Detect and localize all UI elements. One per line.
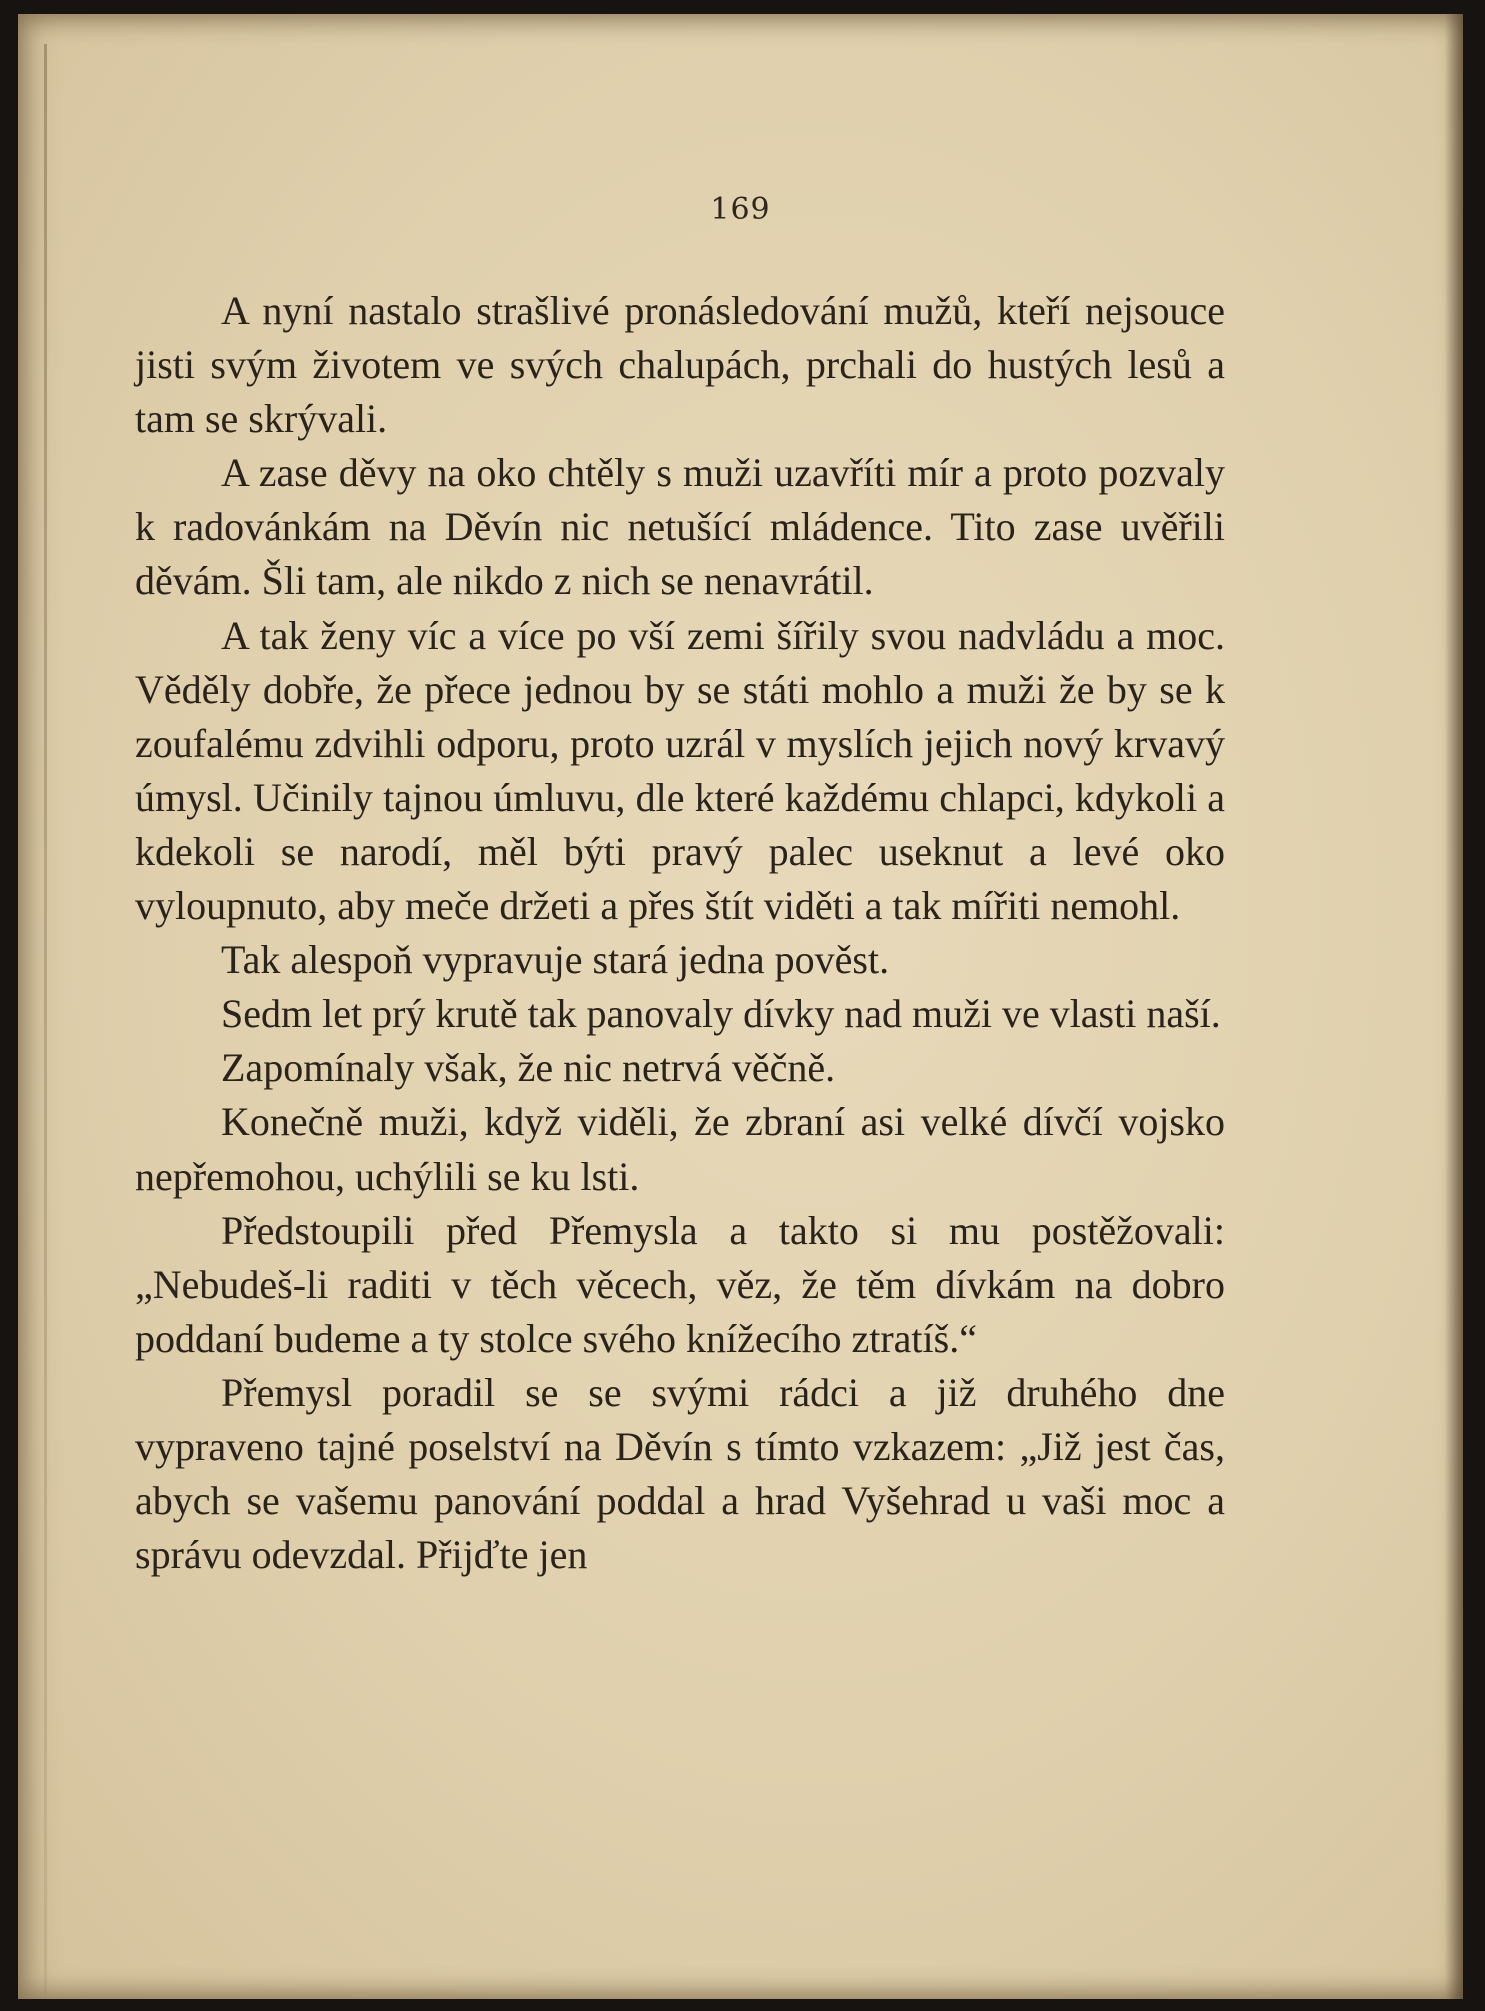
- binding-gutter: [44, 44, 47, 1994]
- paragraph: A nyní nastalo strašlivé pronásledování mužů, kteří nejsouce jisti svým životem ve svých chalupách, prchali do hustých lesů a tam se skrývali.: [135, 288, 1225, 442]
- paragraph: Přemysl poradil se se svými rádci a již druhého dne vypraveno tajné poselství na Děvín s tímto vzkazem: „Již jest čas, abych se vašemu panování poddal a hrad Vyšehrad u vaši moc a správu odevzdal. Přijďte jen: [135, 1369, 1225, 1578]
- paragraph: Zapomínaly však, že nic netrvá věčně.: [221, 1045, 836, 1091]
- paragraph: Sedm let prý krutě tak panovaly dívky nad muži ve vlasti naší.: [221, 991, 1221, 1037]
- paragraph: A tak ženy víc a více po vší zemi šířily svou nadvládu a moc. Věděly dobře, že přece jednou by se státi mohlo a muži že by se k zoufalému zdvihli odporu, proto uzrál v myslích jejich nový krvavý úmysl. Učinily tajnou úmluvu, dle které každému chlapci, kdykoli a kdekoli se narodí, měl býti pravý palec useknut a levé oko vyloupnuto, aby meče držeti a přes štít viděti a tak mířiti nemohl.: [135, 612, 1225, 929]
- paragraph: Konečně muži, když viděli, že zbraní asi velké dívčí vojsko nepřemohou, uchýlili se ku lsti.: [135, 1099, 1225, 1199]
- paragraph: Tak alespoň vypravuje stará jedna pověst.: [221, 937, 890, 983]
- page-edge-shadow: [1445, 14, 1463, 1999]
- paragraph: Předstoupili před Přemysla a takto si mu postěžovali: „Nebudeš-li raditi v těch věcech, věz, že těm dívkám na dobro poddaní budeme a ty stolce svého knížecího ztratíš.“: [135, 1207, 1225, 1361]
- page-number: 169: [710, 192, 771, 227]
- book-page: [18, 14, 1463, 1999]
- page-body: [135, 284, 1225, 1582]
- paragraph: A zase děvy na oko chtěly s muži uzavříti mír a proto pozvaly k radovánkám na Děvín nic netušící mládence. Tito zase uvěřili děvám. Šli tam, ale nikdo z nich se nenavrátil.: [135, 450, 1225, 604]
